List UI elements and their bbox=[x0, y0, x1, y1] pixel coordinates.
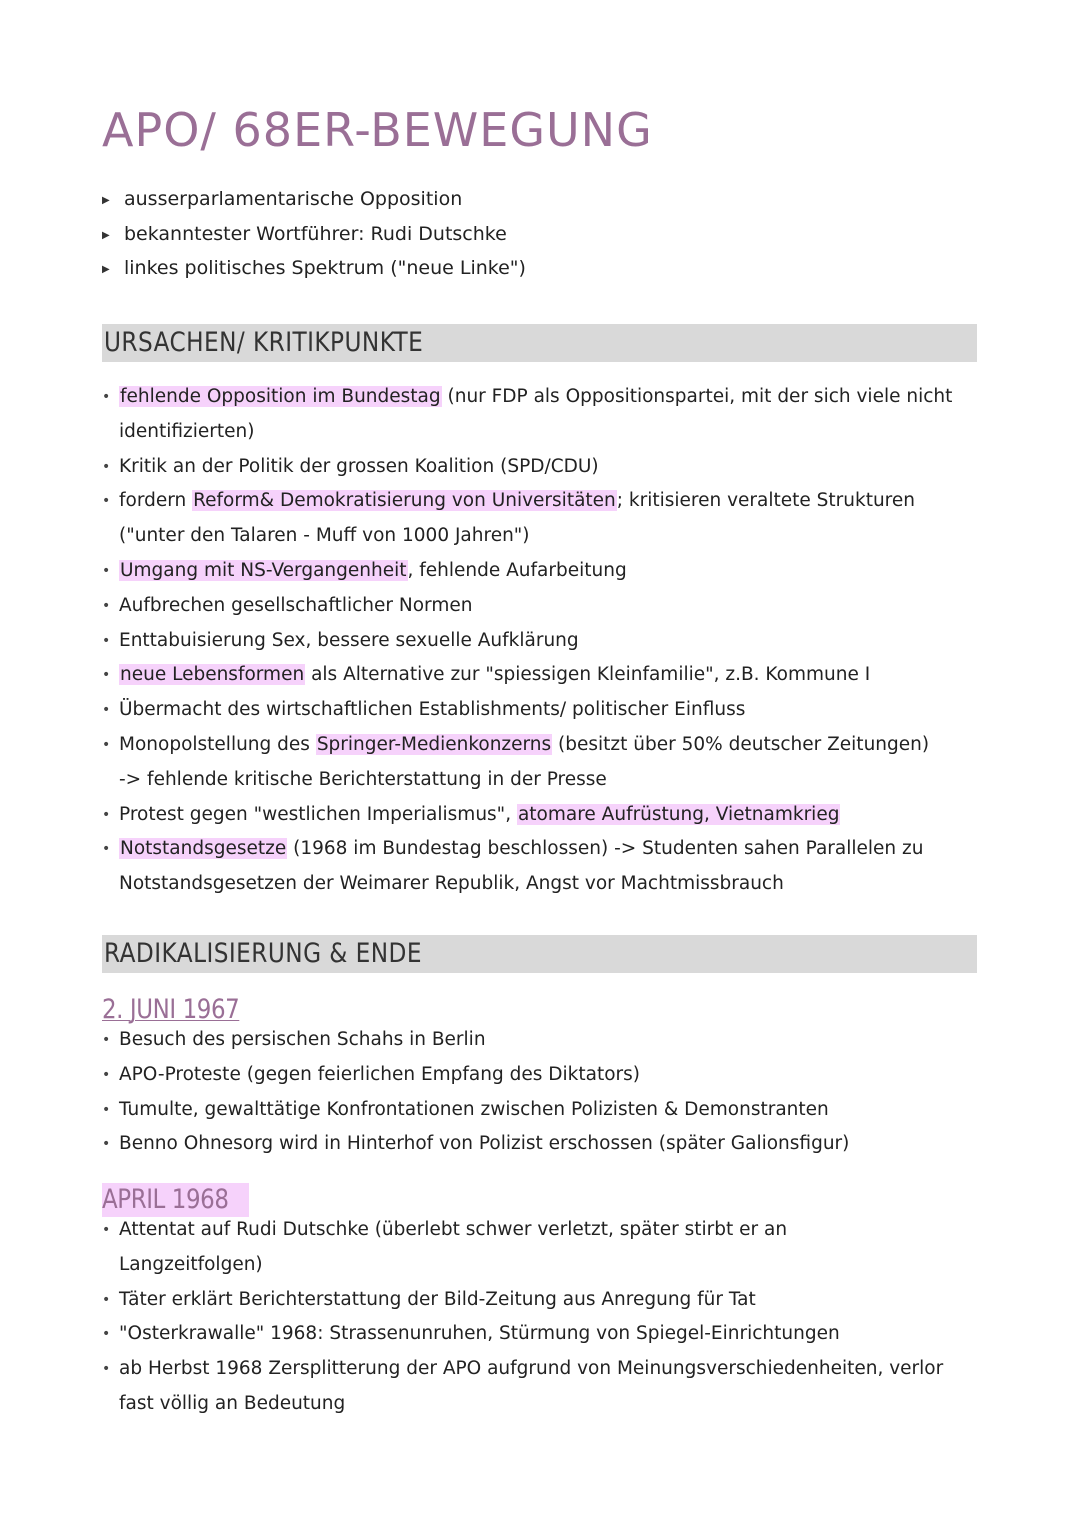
bullet-icon: • bbox=[102, 562, 111, 579]
item-line bbox=[119, 1323, 840, 1344]
item-line bbox=[119, 1029, 486, 1050]
list-item bbox=[102, 484, 972, 554]
item-line bbox=[119, 595, 472, 616]
list-item bbox=[102, 1093, 972, 1128]
bullet-icon: • bbox=[102, 1326, 111, 1343]
triangle-bullet-icon: ▶ bbox=[102, 229, 110, 241]
bullet-icon: • bbox=[102, 389, 111, 405]
item-line bbox=[119, 1064, 640, 1085]
section-heading-causes: URSACHEN/ KRITIKPUNKTE bbox=[104, 327, 424, 358]
item-line bbox=[119, 804, 840, 825]
highlighted-text: Umgang mit NS-Vergangenheit bbox=[120, 559, 407, 581]
item-text: Attentat auf Rudi Dutschke (überlebt schwer verletzt, später stirbt er an bbox=[119, 1219, 788, 1240]
list-item bbox=[102, 798, 972, 833]
item-text: Übermacht des wirtschaftlichen Establishments/ politischer Einfluss bbox=[119, 699, 746, 721]
list-item bbox=[102, 658, 972, 693]
item-line bbox=[119, 630, 579, 651]
intro-list bbox=[102, 182, 526, 286]
bullet-icon: • bbox=[102, 632, 111, 649]
bullet-icon: • bbox=[102, 1101, 111, 1118]
bullet-icon: • bbox=[102, 841, 111, 858]
date-heading-june-1967: 2. JUNI 1967 bbox=[102, 994, 240, 1025]
triangle-bullet-icon: ▶ bbox=[102, 264, 110, 275]
highlighted-text: Notstandsgesetze bbox=[120, 838, 287, 860]
bullet-icon: • bbox=[102, 1361, 111, 1378]
list-item bbox=[102, 1283, 972, 1318]
item-line bbox=[119, 1219, 787, 1240]
list-item bbox=[102, 589, 972, 624]
item-line bbox=[119, 664, 870, 685]
item-text: als Alternative zur "spiessigen Kleinfamilie", z.B. Kommune I bbox=[305, 664, 871, 686]
item-continuation: ("unter den Talaren - Muff von 1000 Jahren") bbox=[119, 525, 530, 547]
item-text: (1968 im Bundestag beschlossen) -> Studenten sahen Parallelen zu bbox=[287, 838, 924, 860]
bullet-icon: • bbox=[102, 702, 111, 719]
item-line bbox=[119, 699, 745, 720]
list-item bbox=[102, 1127, 972, 1162]
list-item bbox=[102, 450, 972, 485]
bullet-icon: • bbox=[102, 736, 111, 753]
bullet-icon: • bbox=[102, 1066, 111, 1083]
item-line bbox=[119, 490, 915, 511]
intro-item: ▶ bekanntester Wortführer: Rudi Dutschke bbox=[102, 217, 526, 252]
triangle-bullet-icon: ▶ bbox=[102, 195, 110, 206]
item-text: Protest gegen "westlichen Imperialismus", bbox=[119, 803, 517, 825]
intro-item: ▶ ausserparlamentarische Opposition bbox=[102, 182, 526, 217]
item-text: ; kritisieren veraltete Strukturen bbox=[616, 490, 915, 512]
intro-item: ▶ linkes politisches Spektrum ("neue Linke") bbox=[102, 251, 526, 286]
highlighted-text: atomare Aufrüstung, Vietnamkrieg bbox=[517, 803, 840, 825]
item-text: Benno Ohnesorg wird in Hinterhof von Polizist erschossen (später Galionsfigur) bbox=[119, 1133, 850, 1155]
item-text: Monopolstellung des bbox=[119, 733, 316, 755]
highlighted-text: neue Lebensformen bbox=[120, 664, 305, 686]
causes-list bbox=[102, 380, 972, 902]
bullet-icon: • bbox=[102, 1222, 111, 1238]
list-item bbox=[102, 624, 972, 659]
section-heading-radicalization: RADIKALISIERUNG & ENDE bbox=[104, 938, 422, 969]
list-item bbox=[102, 832, 972, 902]
item-text: Aufbrechen gesellschaftlicher Normen bbox=[119, 594, 473, 616]
bullet-icon: • bbox=[102, 1032, 111, 1048]
item-line bbox=[119, 734, 929, 755]
list-item bbox=[102, 1023, 972, 1058]
bullet-icon: • bbox=[102, 458, 111, 475]
june-1967-list bbox=[102, 1023, 972, 1162]
item-text: Enttabuisierung Sex, bessere sexuelle Aufklärung bbox=[119, 629, 579, 651]
bullet-icon: • bbox=[102, 597, 111, 614]
list-item bbox=[102, 554, 972, 589]
item-text: ab Herbst 1968 Zersplitterung der APO aufgrund von Meinungsverschiedenheiten, verlor bbox=[119, 1358, 944, 1380]
list-item bbox=[102, 1058, 972, 1093]
item-line bbox=[119, 1133, 849, 1154]
item-continuation: fast völlig an Bedeutung bbox=[119, 1392, 346, 1414]
item-text: fordern bbox=[119, 490, 193, 512]
list-item bbox=[102, 693, 972, 728]
item-continuation: identifizierten) bbox=[119, 420, 255, 442]
item-continuation: Notstandsgesetzen der Weimarer Republik, Angst vor Machtmissbrauch bbox=[119, 873, 784, 895]
item-line bbox=[119, 456, 599, 477]
list-item bbox=[102, 1317, 972, 1352]
list-item bbox=[102, 1352, 972, 1422]
highlighted-text: Springer-Medienkonzerns bbox=[316, 733, 552, 755]
item-text: , fehlende Aufarbeitung bbox=[407, 559, 627, 581]
item-line bbox=[119, 1099, 829, 1120]
bullet-icon: • bbox=[102, 1136, 111, 1153]
bullet-icon: • bbox=[102, 493, 111, 510]
item-text: Tumulte, gewalttätige Konfrontationen zwischen Polizisten & Demonstranten bbox=[119, 1098, 829, 1120]
bullet-icon: • bbox=[102, 806, 111, 823]
item-line bbox=[119, 386, 952, 407]
item-line bbox=[119, 560, 627, 581]
item-text: APO-Proteste (gegen feierlichen Empfang des Diktators) bbox=[119, 1063, 640, 1085]
list-item bbox=[102, 380, 972, 450]
item-text: Kritik an der Politik der grossen Koalition (SPD/CDU) bbox=[119, 455, 599, 477]
item-continuation: Langzeitfolgen) bbox=[119, 1253, 263, 1275]
item-text: Täter erklärt Berichterstattung der Bild-Zeitung aus Anregung für Tat bbox=[119, 1288, 756, 1310]
item-text: (besitzt über 50% deutscher Zeitungen) bbox=[552, 733, 930, 755]
highlighted-text: Reform& Demokratisierung von Universitäten bbox=[193, 490, 616, 512]
highlighted-text: fehlende Opposition im Bundestag bbox=[120, 386, 441, 407]
list-item bbox=[102, 728, 972, 798]
item-line bbox=[119, 1358, 943, 1379]
list-item bbox=[102, 1213, 972, 1283]
item-line bbox=[119, 838, 923, 859]
april-1968-list bbox=[102, 1213, 972, 1422]
bullet-icon: • bbox=[102, 667, 111, 684]
item-line bbox=[119, 1289, 756, 1310]
item-text: "Osterkrawalle" 1968: Strassenunruhen, Stürmung von Spiegel-Einrichtungen bbox=[119, 1323, 840, 1345]
item-continuation: -> fehlende kritische Berichterstattung in der Presse bbox=[119, 768, 607, 790]
item-text: Besuch des persischen Schahs in Berlin bbox=[119, 1029, 486, 1050]
page-title: APO/ 68ER-BEWEGUNG bbox=[102, 103, 653, 157]
date-heading-april-1968: APRIL 1968 bbox=[102, 1184, 229, 1215]
item-text: (nur FDP als Oppositionspartei, mit der sich viele nicht bbox=[441, 386, 953, 407]
bullet-icon: • bbox=[102, 1291, 111, 1308]
